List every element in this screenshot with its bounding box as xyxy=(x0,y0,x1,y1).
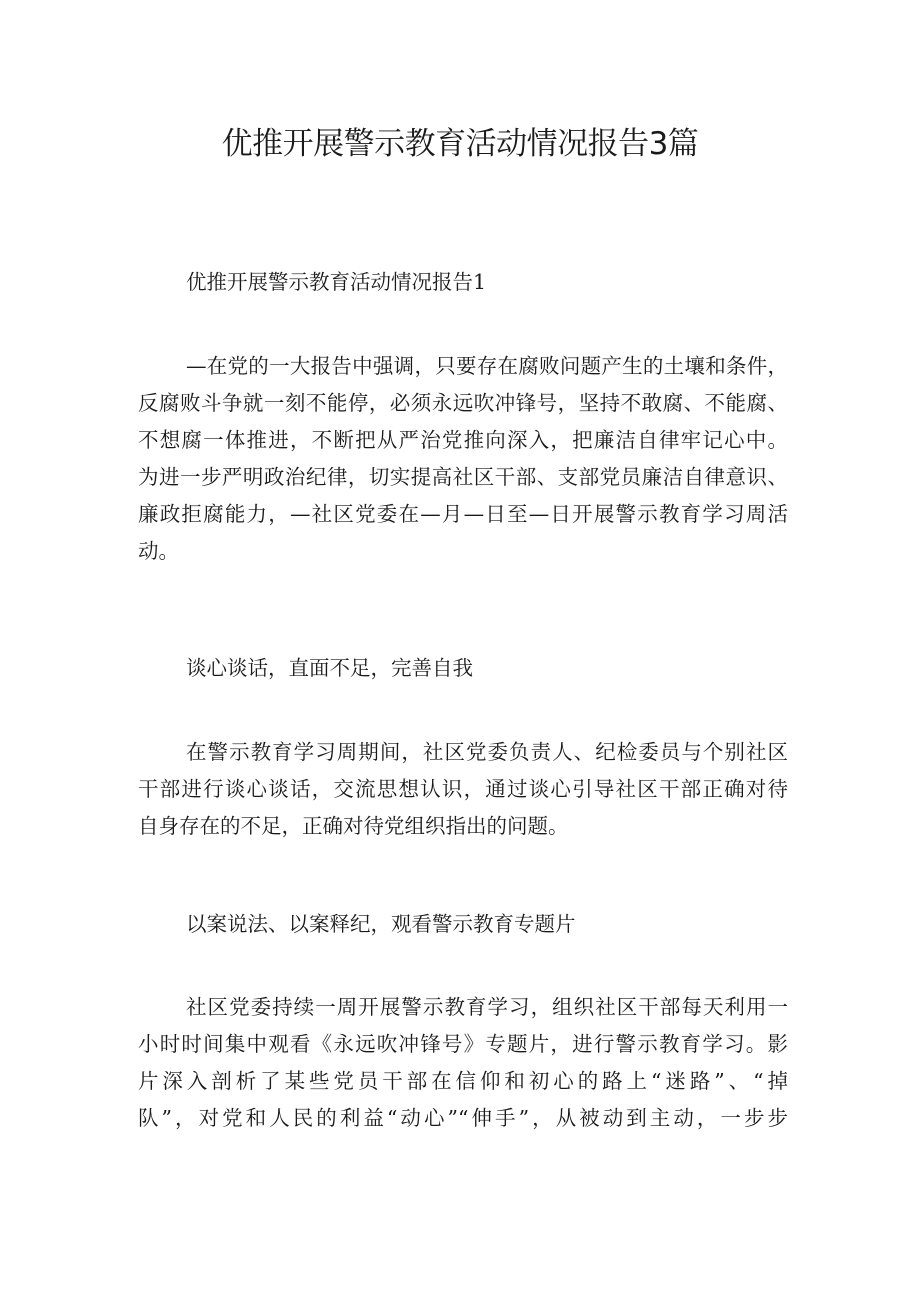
paragraph-line: 队”，对党和人民的利益“动心”“伸手”，从被动到主动，一步步 xyxy=(138,1106,788,1130)
paragraph-line: 自身存在的不足，正确对待党组织指出的问题。 xyxy=(138,814,569,838)
paragraph-line: 片深入剖析了某些党员干部在信仰和初心的路上“迷路”、“掉 xyxy=(138,1069,788,1093)
report-subtitle: 优推开展警示教育活动情况报告1 xyxy=(186,270,487,294)
document-title: 优推开展警示教育活动情况报告3篇 xyxy=(221,126,699,162)
paragraph-line: 小时时间集中观看《永远吹冲锋号》专题片，进行警示教育学习。影 xyxy=(138,1032,788,1056)
paragraph-line: 在警示教育学习周期间，社区党委负责人、纪检委员与个别社区 xyxy=(186,740,788,764)
paragraph-case-study xyxy=(138,989,788,1137)
paragraph-line: 社区党委持续一周开展警示教育学习，组织社区干部每天利用一 xyxy=(186,995,788,1019)
paragraph-line: 动。 xyxy=(138,539,179,563)
paragraph-line: 反腐败斗争就一刻不能停，必须永远吹冲锋号，坚持不敢腐、不能腐、 xyxy=(138,391,788,415)
paragraph-line: 为进一步严明政治纪律，切实提高社区干部、支部党员廉洁自律意识、 xyxy=(138,465,788,489)
paragraph-line: 不想腐一体推进，不断把从严治党推向深入，把廉洁自律牢记心中。 xyxy=(138,428,788,452)
section-heading-case-study: 以案说法、以案释纪，观看警示教育专题片 xyxy=(186,912,576,936)
paragraph-intro xyxy=(138,348,788,570)
paragraph-talks xyxy=(138,734,788,845)
paragraph-line: —在党的一大报告中强调，只要存在腐败问题产生的土壤和条件， xyxy=(186,354,788,378)
paragraph-line: 廉政拒腐能力，—社区党委在—月—日至—日开展警示教育学习周活 xyxy=(138,502,788,526)
paragraph-line: 干部进行谈心谈话，交流思想认识，通过谈心引导社区干部正确对待 xyxy=(138,777,788,801)
section-heading-talks: 谈心谈话，直面不足，完善自我 xyxy=(186,656,473,680)
